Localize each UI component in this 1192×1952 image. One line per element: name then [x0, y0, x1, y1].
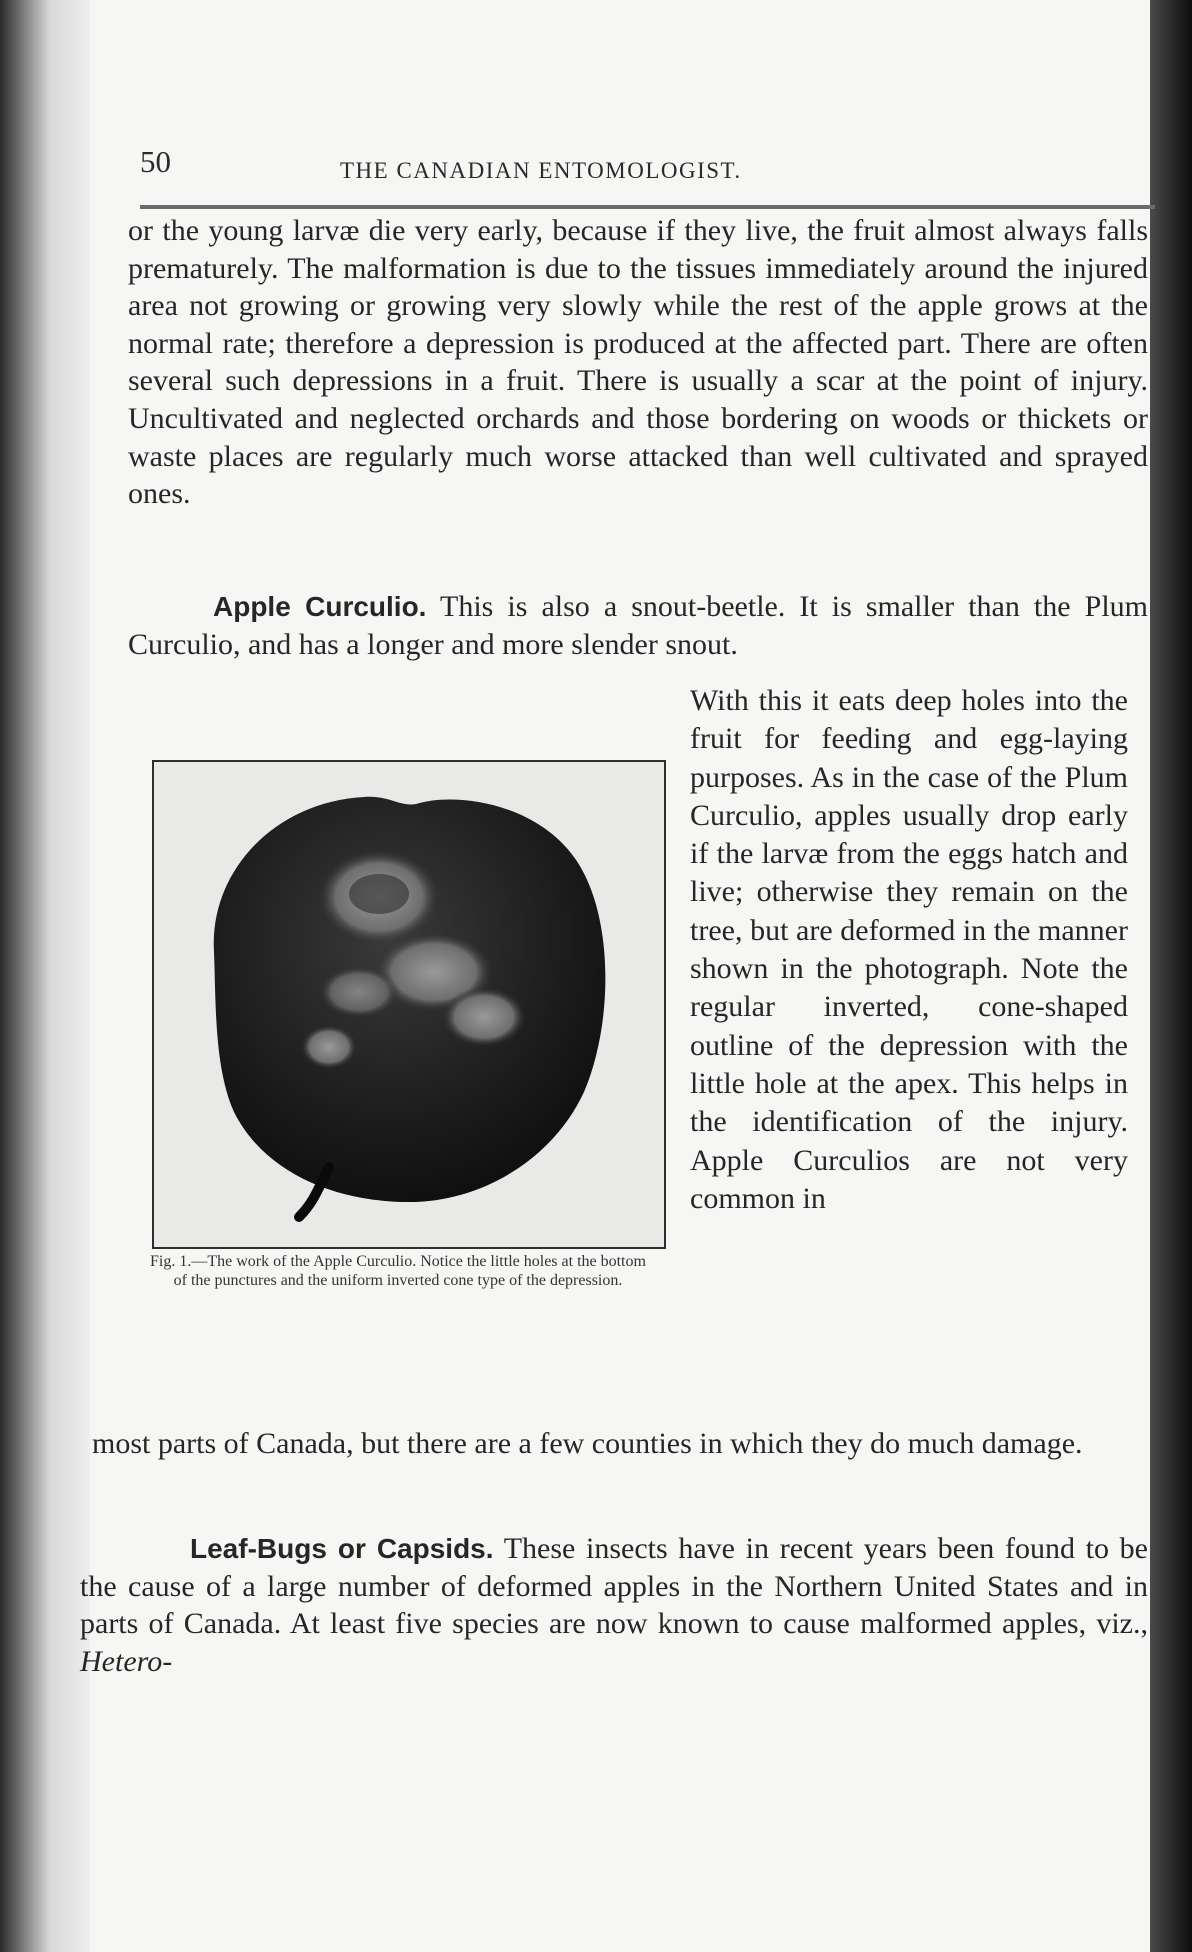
figure-caption: Fig. 1.—The work of the Apple Curculio. Notice the little holes at the bottom of the punctures and the uniform inverted cone type of the depression. [150, 1253, 646, 1289]
heading-apple-curculio: Apple Curculio. [213, 591, 427, 622]
apple-curculio-column-text: With this it eats deep holes into the fruit for feeding and egg-laying purposes. As in the case of the Plum Curculio, apples usually drop early if the larvæ from the eggs hatch and live; otherwise they remain on the tree, but are deformed in the manner shown in the photograph. Note the regular inverted, cone-shaped outline of the depression with the little hole at the apex. This helps in the identification of the injury. Apple Curculios are not very common in [690, 684, 1128, 1215]
running-header [140, 140, 920, 202]
apple-photograph [154, 762, 664, 1247]
leaf-bugs-text: These insects have in recent years been found to be the cause of a large number of deformed apples in the Northern United States and in parts of Canada. At least five species are now known to cause malformed apples, viz., [80, 1532, 1148, 1640]
page-number: 50 [140, 144, 171, 179]
paragraph-apple-curculio [128, 588, 1148, 663]
apple-curculio-continuation: most parts of Canada, but there are a few counties in which they do much damage. [92, 1427, 1083, 1460]
leaf-bugs-italic-term: Hetero- [80, 1644, 173, 1678]
header-rule [140, 205, 1155, 209]
figure-apple-photo [152, 760, 666, 1249]
paragraph-leaf-bugs [80, 1530, 1148, 1680]
apple-curculio-intro: This is also a snout-beetle. It is smaller than the Plum Curculio, and has a longer and more slender snout. [128, 590, 1148, 661]
paragraph-injury: or the young larvæ die very early, because if they live, the fruit almost always falls prematurely. The malformation is due to the tissues immediately around the injured area not growing or growing very slowly while the rest of the apple grows at the normal rate; therefore a depression is produced at the affected part. There are often several such depressions in a fruit. There is usually a scar at the point of injury. Uncultivated and neglected orchards and those bordering on woods or thickets or waste places are regularly much worse attacked than well cultivated and sprayed ones. [128, 214, 1148, 511]
journal-title: THE CANADIAN ENTOMOLOGIST. [340, 158, 742, 183]
book-gutter [0, 0, 90, 1952]
page-edge-shadow [1150, 0, 1192, 1952]
heading-leaf-bugs: Leaf-Bugs or Capsids. [190, 1533, 494, 1564]
